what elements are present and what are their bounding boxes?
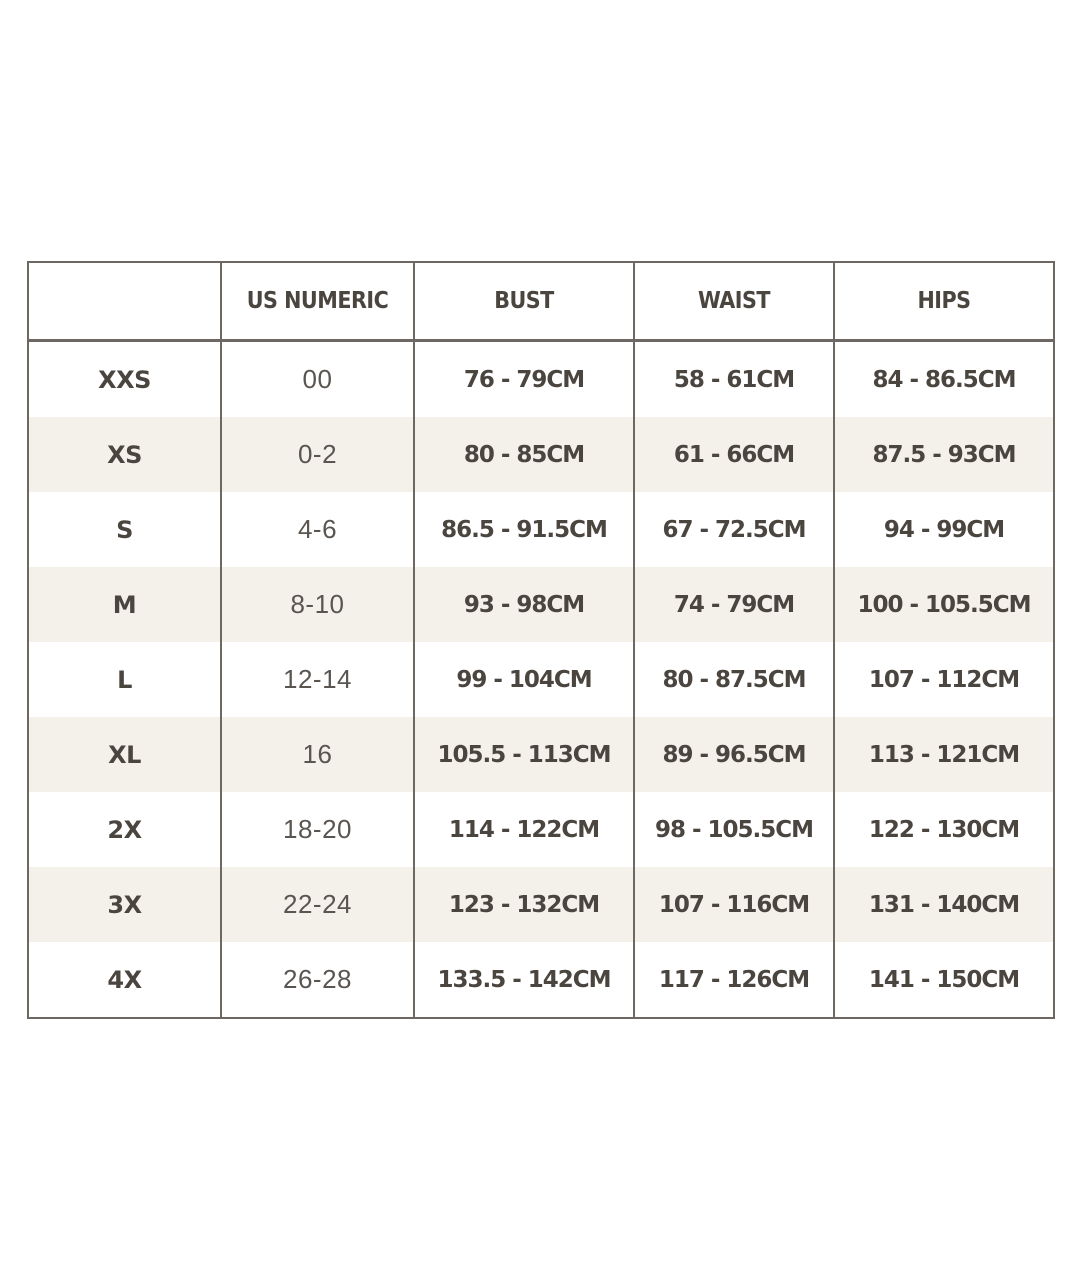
table-row	[28, 792, 1054, 867]
table-row	[28, 492, 1054, 567]
bust-value: 86.5 - 91.5CM	[414, 492, 634, 567]
table-row	[28, 341, 1054, 418]
size-label: 4X	[28, 942, 221, 1018]
header-hips: HIPS	[834, 262, 1054, 341]
waist-value: 107 - 116CM	[634, 867, 834, 942]
us-numeric-value: 8-10	[221, 567, 414, 642]
size-label: L	[28, 642, 221, 717]
bust-value: 133.5 - 142CM	[414, 942, 634, 1018]
waist-value: 89 - 96.5CM	[634, 717, 834, 792]
bust-value: 76 - 79CM	[414, 341, 634, 418]
waist-value: 58 - 61CM	[634, 341, 834, 418]
header-row	[28, 262, 1054, 341]
bust-value: 80 - 85CM	[414, 417, 634, 492]
size-label: M	[28, 567, 221, 642]
header-us-numeric: US NUMERIC	[221, 262, 414, 341]
table-row	[28, 417, 1054, 492]
size-label: XS	[28, 417, 221, 492]
table-row	[28, 867, 1054, 942]
bust-value: 114 - 122CM	[414, 792, 634, 867]
bust-value: 93 - 98CM	[414, 567, 634, 642]
table-row	[28, 942, 1054, 1018]
size-label: 3X	[28, 867, 221, 942]
us-numeric-value: 18-20	[221, 792, 414, 867]
size-label: 2X	[28, 792, 221, 867]
header-bust: BUST	[414, 262, 634, 341]
header-waist: WAIST	[634, 262, 834, 341]
header-size	[28, 262, 221, 341]
size-label: S	[28, 492, 221, 567]
size-label: XL	[28, 717, 221, 792]
bust-value: 99 - 104CM	[414, 642, 634, 717]
waist-value: 74 - 79CM	[634, 567, 834, 642]
bust-value: 123 - 132CM	[414, 867, 634, 942]
us-numeric-value: 00	[221, 341, 414, 418]
us-numeric-value: 12-14	[221, 642, 414, 717]
table-row	[28, 642, 1054, 717]
size-label: XXS	[28, 341, 221, 418]
us-numeric-value: 4-6	[221, 492, 414, 567]
waist-value: 67 - 72.5CM	[634, 492, 834, 567]
waist-value: 98 - 105.5CM	[634, 792, 834, 867]
hips-value: 84 - 86.5CM	[834, 341, 1054, 418]
hips-value: 122 - 130CM	[834, 792, 1054, 867]
hips-value: 113 - 121CM	[834, 717, 1054, 792]
hips-value: 107 - 112CM	[834, 642, 1054, 717]
us-numeric-value: 0-2	[221, 417, 414, 492]
hips-value: 131 - 140CM	[834, 867, 1054, 942]
table-row	[28, 567, 1054, 642]
hips-value: 141 - 150CM	[834, 942, 1054, 1018]
size-chart-table	[27, 261, 1055, 1019]
waist-value: 80 - 87.5CM	[634, 642, 834, 717]
us-numeric-value: 22-24	[221, 867, 414, 942]
hips-value: 87.5 - 93CM	[834, 417, 1054, 492]
us-numeric-value: 16	[221, 717, 414, 792]
hips-value: 100 - 105.5CM	[834, 567, 1054, 642]
waist-value: 117 - 126CM	[634, 942, 834, 1018]
bust-value: 105.5 - 113CM	[414, 717, 634, 792]
table-row	[28, 717, 1054, 792]
us-numeric-value: 26-28	[221, 942, 414, 1018]
hips-value: 94 - 99CM	[834, 492, 1054, 567]
waist-value: 61 - 66CM	[634, 417, 834, 492]
